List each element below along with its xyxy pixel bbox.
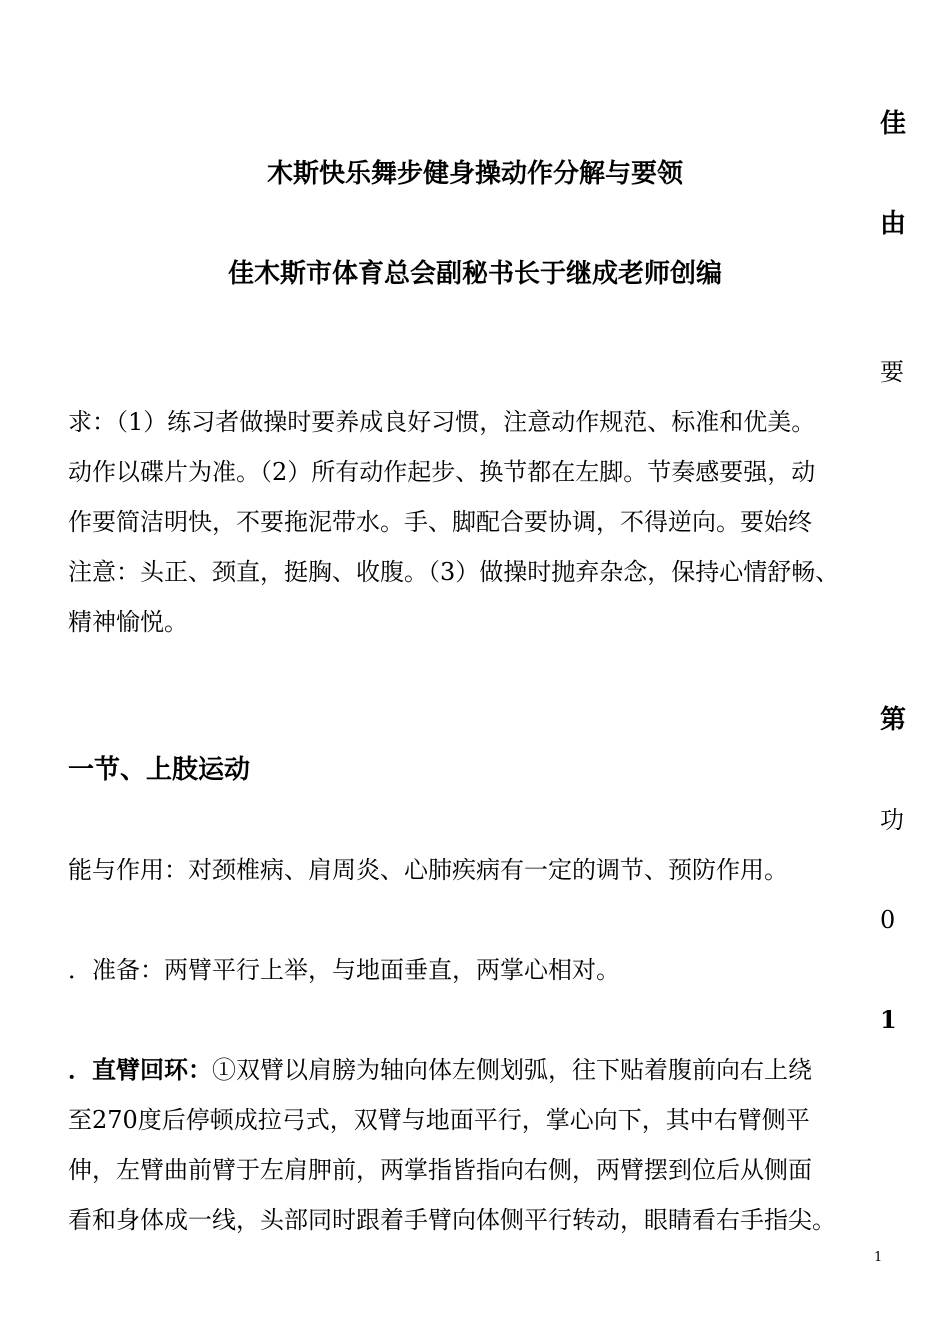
page-number: 1 (874, 1250, 883, 1265)
corner-char-1: 佳 (880, 109, 907, 139)
step1-marker: 1 (880, 1005, 897, 1034)
section-heading: 一节、上肢运动 (68, 755, 251, 785)
step1-line-4: 看和身体成一线，头部同时跟着手臂向体侧平行转动，眼睛看右手指尖。 (68, 1206, 836, 1234)
step1-first-line (68, 1054, 812, 1086)
requirements-line-5: 精神愉悦。 (68, 608, 188, 636)
function-text: 能与作用：对颈椎病、肩周炎、心肺疾病有一定的调节、预防作用。 (68, 856, 788, 884)
document-title: 木斯快乐舞步健身操动作分解与要领 (266, 159, 683, 189)
step1-first-line-text: ①双臂以肩膀为轴向体左侧划弧，往下贴着腹前向右上绕 (212, 1056, 812, 1084)
requirements-marker: 要 (880, 358, 904, 386)
step1-label: ．直臂回环： (68, 1055, 212, 1084)
section-marker: 第 (880, 705, 907, 735)
step0-marker: 0 (880, 906, 896, 934)
step0-text: ．准备：两臂平行上举，与地面垂直，两掌心相对。 (68, 956, 620, 984)
requirements-line-4: 注意：头正、颈直，挺胸、收腹。（3）做操时抛弃杂念，保持心情舒畅、 (68, 558, 840, 586)
step1-line-2: 至270度后停顿成拉弓式，双臂与地面平行，掌心向下，其中右臂侧平 (68, 1106, 810, 1134)
step1-line-3: 伸，左臂曲前臂于左肩胛前，两掌指皆指向右侧，两臂摆到位后从侧面 (68, 1156, 812, 1184)
function-marker: 功 (880, 806, 904, 834)
requirements-line-3: 作要简洁明快，不要拖泥带水。手、脚配合要协调，不得逆向。要始终 (68, 508, 812, 536)
requirements-line-1: 求：（1）练习者做操时要养成良好习惯，注意动作规范、标准和优美。 (68, 408, 816, 436)
requirements-line-2: 动作以碟片为准。（2）所有动作起步、换节都在左脚。节奏感要强，动 (68, 458, 816, 486)
document-subtitle: 佳木斯市体育总会副秘书长于继成老师创编 (227, 259, 722, 289)
corner-char-2: 由 (880, 209, 907, 239)
